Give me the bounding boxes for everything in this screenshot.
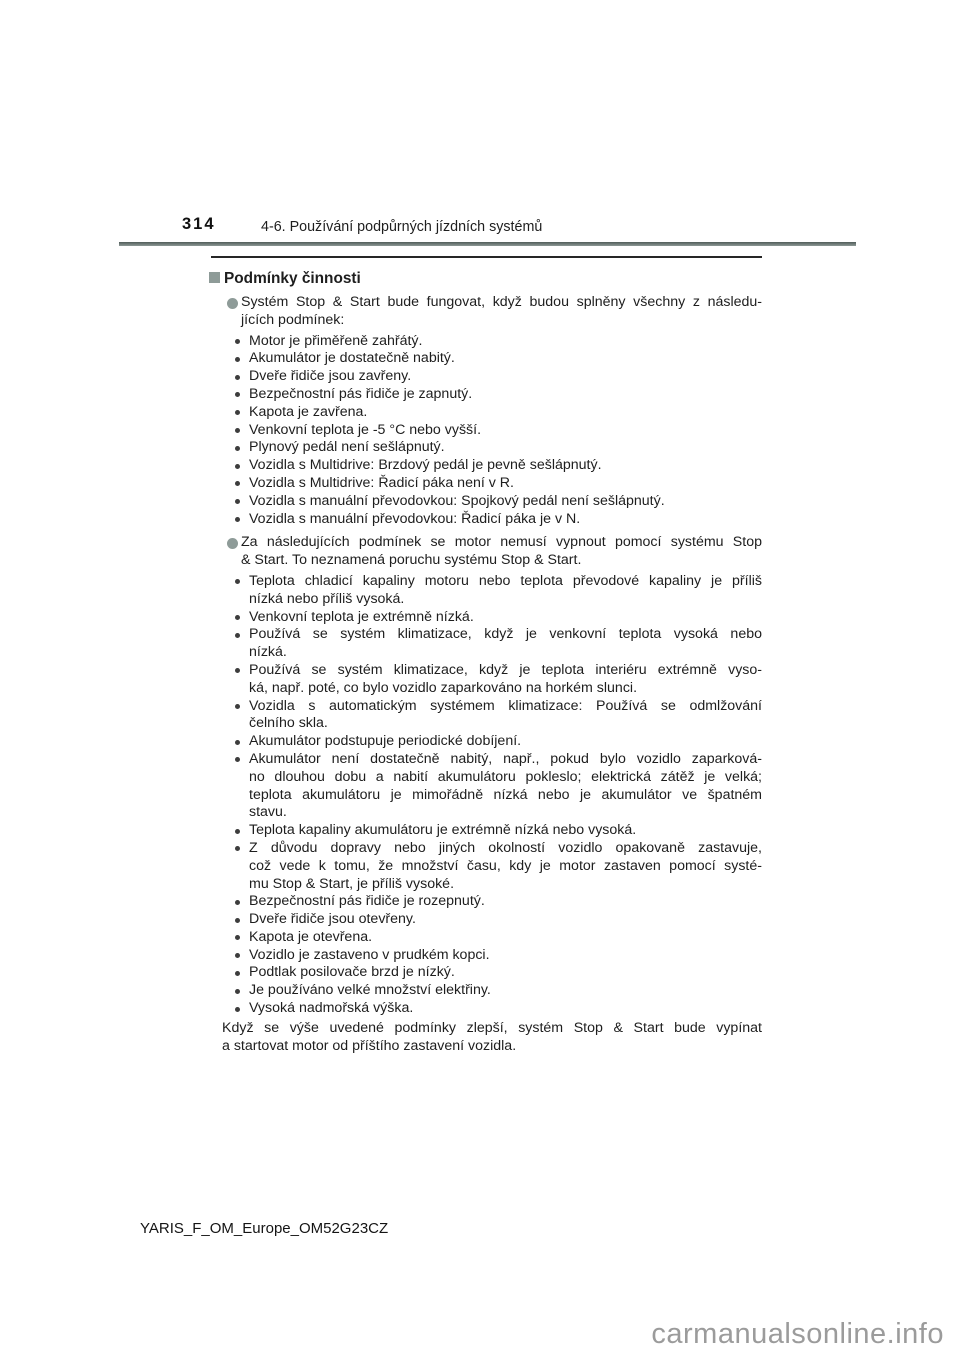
dot-bullet-icon	[235, 846, 240, 851]
condition-item	[235, 609, 762, 627]
condition-item	[235, 511, 762, 529]
dot-bullet-icon	[235, 464, 240, 469]
dot-bullet-icon	[235, 615, 240, 620]
text-line: Z důvodu dopravy nebo jiných okolností vozidlo opakovaně zastavuje,	[249, 839, 762, 856]
condition-group	[227, 534, 762, 570]
text-line: Motor je přiměřeně zahřátý.	[249, 332, 423, 349]
dot-bullet-icon	[235, 1007, 240, 1012]
section-heading-text: Podmínky činnosti	[224, 270, 361, 287]
dot-bullet-icon	[235, 989, 240, 994]
condition-item	[235, 368, 762, 386]
text-line: Dveře řidiče jsou otevřeny.	[249, 911, 416, 928]
condition-item	[235, 493, 762, 511]
text-line: což vede k tomu, že množství času, kdy je motor zastaven pomocí systé-	[249, 857, 762, 874]
dot-bullet-icon	[235, 517, 240, 522]
text-line: Když se výše uvedené podmínky zlepší, systém Stop & Start bude vypínat	[222, 1019, 762, 1036]
dot-bullet-icon	[235, 668, 240, 673]
text-line: Za následujících podmínek se motor nemusí vypnout pomocí systému Stop	[241, 534, 762, 551]
condition-item	[235, 422, 762, 440]
condition-item	[235, 386, 762, 404]
square-bullet-icon	[209, 272, 220, 283]
dot-bullet-icon	[235, 446, 240, 451]
section-heading	[211, 269, 762, 288]
dot-bullet-icon	[235, 375, 240, 380]
condition-item	[235, 822, 762, 840]
text-line: stavu.	[249, 804, 287, 821]
circle-bullet-icon	[227, 538, 238, 549]
text-line: Podtlak posilovače brzd je nízký.	[249, 964, 455, 981]
text-line: Vozidla s manuální převodovkou: Řadicí páka je v N.	[249, 510, 581, 527]
text-line: Vysoká nadmořská výška.	[249, 1000, 414, 1017]
condition-item	[235, 964, 762, 982]
text-line: nízká nebo příliš vysoká.	[249, 590, 405, 607]
text-line: Používá se systém klimatizace, když je venkovní teplota vysoká nebo	[249, 626, 762, 643]
dot-bullet-icon	[235, 410, 240, 415]
condition-item	[235, 439, 762, 457]
condition-list	[211, 573, 762, 1018]
dot-bullet-icon	[235, 918, 240, 923]
condition-item	[235, 947, 762, 965]
dot-bullet-icon	[235, 935, 240, 940]
page-number: 314	[182, 215, 216, 233]
condition-item	[235, 475, 762, 493]
condition-item	[235, 333, 762, 351]
text-line: a startovat motor od příštího zastavení vozidla.	[222, 1037, 517, 1054]
text-line: Venkovní teplota je extrémně nízká.	[249, 608, 474, 625]
condition-item	[235, 982, 762, 1000]
condition-item	[235, 573, 762, 609]
dot-bullet-icon	[235, 633, 240, 638]
dot-bullet-icon	[235, 704, 240, 709]
dot-bullet-icon	[235, 428, 240, 433]
text-line: Vozidla s Multidrive: Řadicí páka není v R.	[249, 474, 514, 491]
text-line: Používá se systém klimatizace, když je teplota interiéru extrémně vyso-	[249, 661, 762, 678]
text-line: Vozidla s automatickým systémem klimatizace: Používá se odmlžování	[249, 697, 762, 714]
condition-item	[235, 457, 762, 475]
text-line: mu Stop & Start, je příliš vysoké.	[249, 875, 455, 892]
condition-item	[235, 698, 762, 734]
condition-item	[235, 911, 762, 929]
text-line: Kapota je otevřena.	[249, 928, 373, 945]
text-line: Teplota kapaliny akumulátoru je extrémně nízká nebo vysoká.	[249, 822, 637, 839]
text-line: Je používáno velké množství elektřiny.	[249, 982, 491, 999]
header-rule	[119, 242, 856, 246]
text-line: Venkovní teplota je -5 °C nebo vyšší.	[249, 421, 482, 438]
text-line: ká, např. poté, co bylo vozidlo zaparkováno na horkém slunci.	[249, 679, 638, 696]
text-line: Systém Stop & Start bude fungovat, když budou splněny všechny z následu-	[241, 294, 762, 310]
text-line: Dveře řidiče jsou zavřeny.	[249, 368, 412, 385]
condition-item	[235, 929, 762, 947]
dot-bullet-icon	[235, 499, 240, 504]
condition-item	[235, 404, 762, 422]
condition-item	[235, 893, 762, 911]
text-line: jících podmínek:	[241, 311, 345, 328]
circle-bullet-icon	[227, 298, 238, 309]
condition-group	[227, 294, 762, 330]
dot-bullet-icon	[235, 900, 240, 905]
dot-bullet-icon	[235, 357, 240, 362]
footer-document-code: YARIS_F_OM_Europe_OM52G23CZ	[140, 1220, 389, 1237]
dot-bullet-icon	[235, 829, 240, 834]
text-line: Akumulátor je dostatečně nabitý.	[249, 350, 455, 367]
closing-paragraph	[222, 1020, 762, 1056]
text-line: Kapota je zavřena.	[249, 403, 368, 420]
condition-item	[235, 751, 762, 822]
dot-bullet-icon	[235, 392, 240, 397]
condition-list	[211, 333, 762, 529]
dot-bullet-icon	[235, 953, 240, 958]
text-line: Bezpečnostní pás řidiče je zapnutý.	[249, 385, 473, 402]
conditions-content	[211, 294, 762, 1055]
text-line: teplota akumulátoru je mimořádně nízká nebo je akumulátor ve špatném	[249, 786, 762, 803]
dot-bullet-icon	[235, 339, 240, 344]
text-line: nízká.	[249, 644, 287, 661]
text-line: Akumulátor podstupuje periodické dobíjení.	[249, 733, 522, 750]
condition-item	[235, 350, 762, 368]
text-line: & Start. To neznamená poruchu systému Stop & Start.	[241, 552, 582, 569]
text-line: Plynový pedál není sešlápnutý.	[249, 439, 445, 456]
text-line: Teplota chladicí kapaliny motoru nebo teplota převodové kapaliny je příliš	[249, 572, 762, 589]
dot-bullet-icon	[235, 481, 240, 486]
text-line: no dlouhou dobu a nabití akumulátoru pokleslo; elektrická zátěž je velká;	[249, 768, 762, 785]
text-line: Vozidlo je zastaveno v prudkém kopci.	[249, 946, 490, 963]
text-line: Vozidla s Multidrive: Brzdový pedál je pevně sešlápnutý.	[249, 457, 602, 474]
text-line: Vozidla s manuální převodovkou: Spojkový pedál není sešlápnutý.	[249, 492, 665, 509]
condition-item	[235, 626, 762, 662]
text-line: čelního skla.	[249, 715, 328, 732]
text-line: Bezpečnostní pás řidiče je rozepnutý.	[249, 893, 485, 910]
section-title: 4-6. Používání podpůrných jízdních systémů	[261, 219, 543, 235]
dot-bullet-icon	[235, 579, 240, 584]
content-panel	[211, 256, 762, 1055]
condition-item	[235, 733, 762, 751]
condition-item	[235, 662, 762, 698]
dot-bullet-icon	[235, 757, 240, 762]
dot-bullet-icon	[235, 971, 240, 976]
dot-bullet-icon	[235, 740, 240, 745]
condition-item	[235, 1000, 762, 1018]
condition-item	[235, 840, 762, 893]
text-line: Akumulátor není dostatečně nabitý, např., pokud bylo vozidlo zaparková-	[249, 750, 762, 767]
watermark: carmanualsonline.info	[651, 1318, 944, 1350]
